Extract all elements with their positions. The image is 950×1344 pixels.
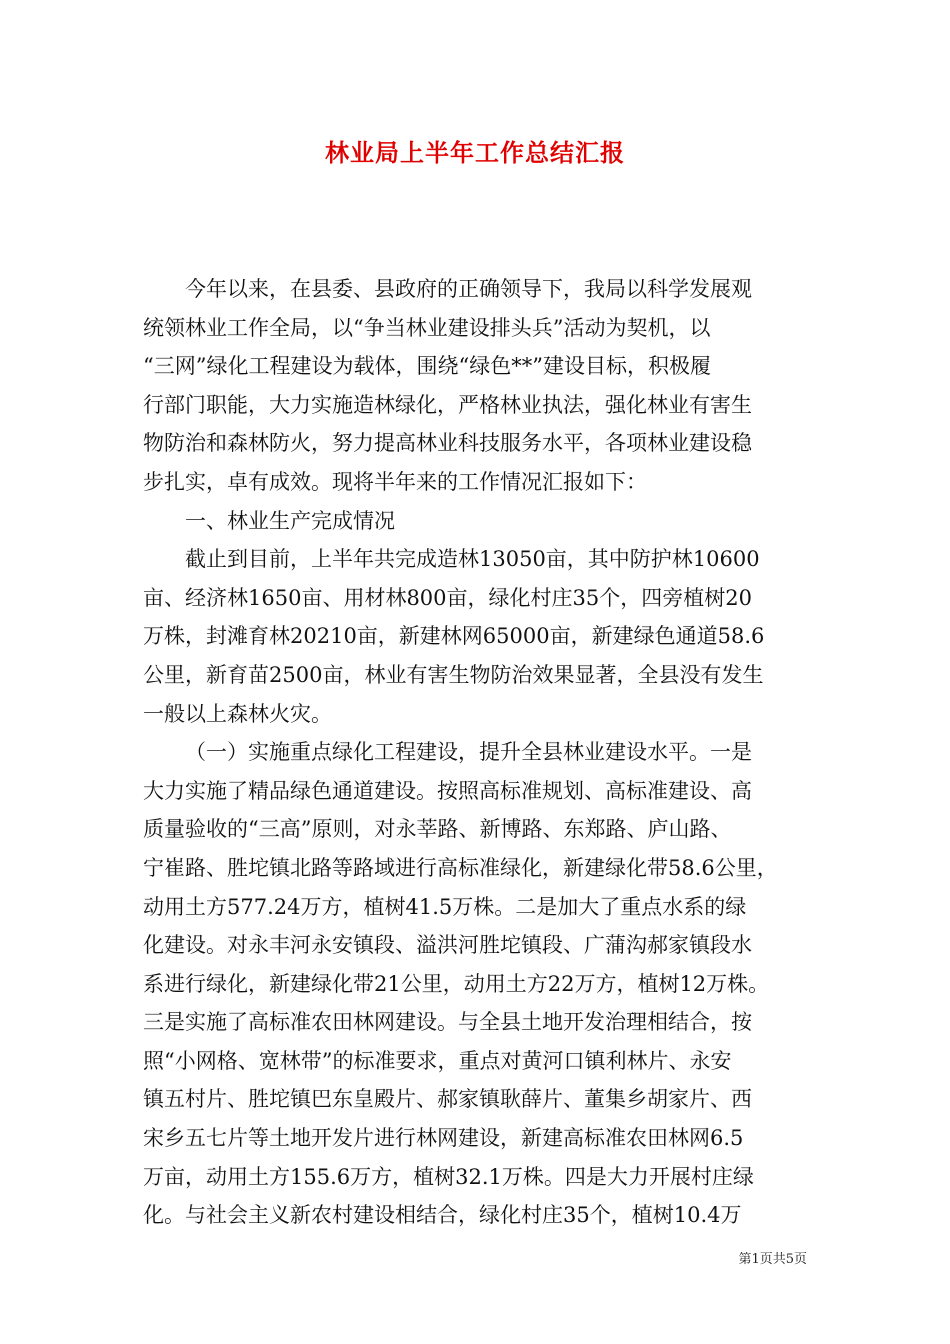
paragraph-line: 亩、经济林1650亩、用材林800亩，绿化村庄35个，四旁植树20 xyxy=(143,585,752,610)
paragraph-line: 系进行绿化，新建绿化带21公里，动用土方22万方，植树12万株。 xyxy=(143,971,770,996)
paragraph-line: 步扎实，卓有成效。现将半年来的工作情况汇报如下： xyxy=(143,469,647,494)
paragraph-line: 宋乡五七片等土地开发片进行林网建设，新建高标准农田林网6.5 xyxy=(143,1126,744,1151)
paragraph-line: 截止到目前，上半年共完成造林13050亩，其中防护林10600 xyxy=(185,547,760,572)
paragraph-line: 万株，封滩育林20210亩，新建林网65000亩，新建绿色通道58.6 xyxy=(143,624,765,649)
paragraph-line: 今年以来，在县委、县政府的正确领导下，我局以科学发展观 xyxy=(185,277,752,301)
paragraph-line: 万亩，动用土方155.6万方，植树32.1万株。四是大力开展村庄绿 xyxy=(143,1164,754,1189)
paragraph-line: 物防治和森林防火，努力提高林业科技服务水平，各项林业建设稳 xyxy=(143,431,752,456)
paragraph-line: 公里，新育苗2500亩，林业有害生物防治效果显著，全县没有发生 xyxy=(143,662,764,687)
paragraph-line: （一）实施重点绿化工程建设，提升全县林业建设水平。一是 xyxy=(185,740,752,765)
paragraph-line: 行部门职能，大力实施造林绿化，严格林业执法，强化林业有害生 xyxy=(143,392,752,417)
page-number: 第1页共5页 xyxy=(738,1252,807,1267)
paragraph-line: 化建设。对永丰河永安镇段、溢洪河胜坨镇段、广蒲沟郝家镇段水 xyxy=(143,933,752,958)
paragraph-line: 宁崔路、胜坨镇北路等路域进行高标准绿化，新建绿化带58.6公里， xyxy=(143,855,778,880)
paragraph-line: 镇五村片、胜坨镇巴东皇殿片、郝家镇耿薛片、董集乡胡家片、西 xyxy=(143,1087,752,1112)
paragraph-line: 三是实施了高标准农田林网建设。与全县土地开发治理相结合，按 xyxy=(143,1010,752,1035)
paragraph-line: 照“小网格、宽林带”的标准要求，重点对黄河口镇利林片、永安 xyxy=(143,1048,732,1073)
document-title: 林业局上半年工作总结汇报 xyxy=(325,139,625,167)
section-heading: 一、林业生产完成情况 xyxy=(185,508,395,533)
document-body xyxy=(143,270,807,1235)
paragraph-line: 大力实施了精品绿色通道建设。按照高标准规划、高标准建设、高 xyxy=(143,778,752,803)
paragraph-line: 一般以上森林火灾。 xyxy=(143,701,332,726)
paragraph-line: 化。与社会主义新农村建设相结合，绿化村庄35个，植树10.4万 xyxy=(143,1203,742,1228)
paragraph-line: 质量验收的“三高”原则，对永莘路、新博路、东郑路、庐山路、 xyxy=(143,817,732,842)
paragraph-line: 统领林业工作全局，以“争当林业建设排头兵”活动为契机，以 xyxy=(143,315,711,340)
paragraph-line: 动用土方577.24万方，植树41.5万株。二是加大了重点水系的绿 xyxy=(143,894,747,919)
paragraph-line: “三网”绿化工程建设为载体，围绕“绿色**”建设目标，积极履 xyxy=(143,354,711,379)
